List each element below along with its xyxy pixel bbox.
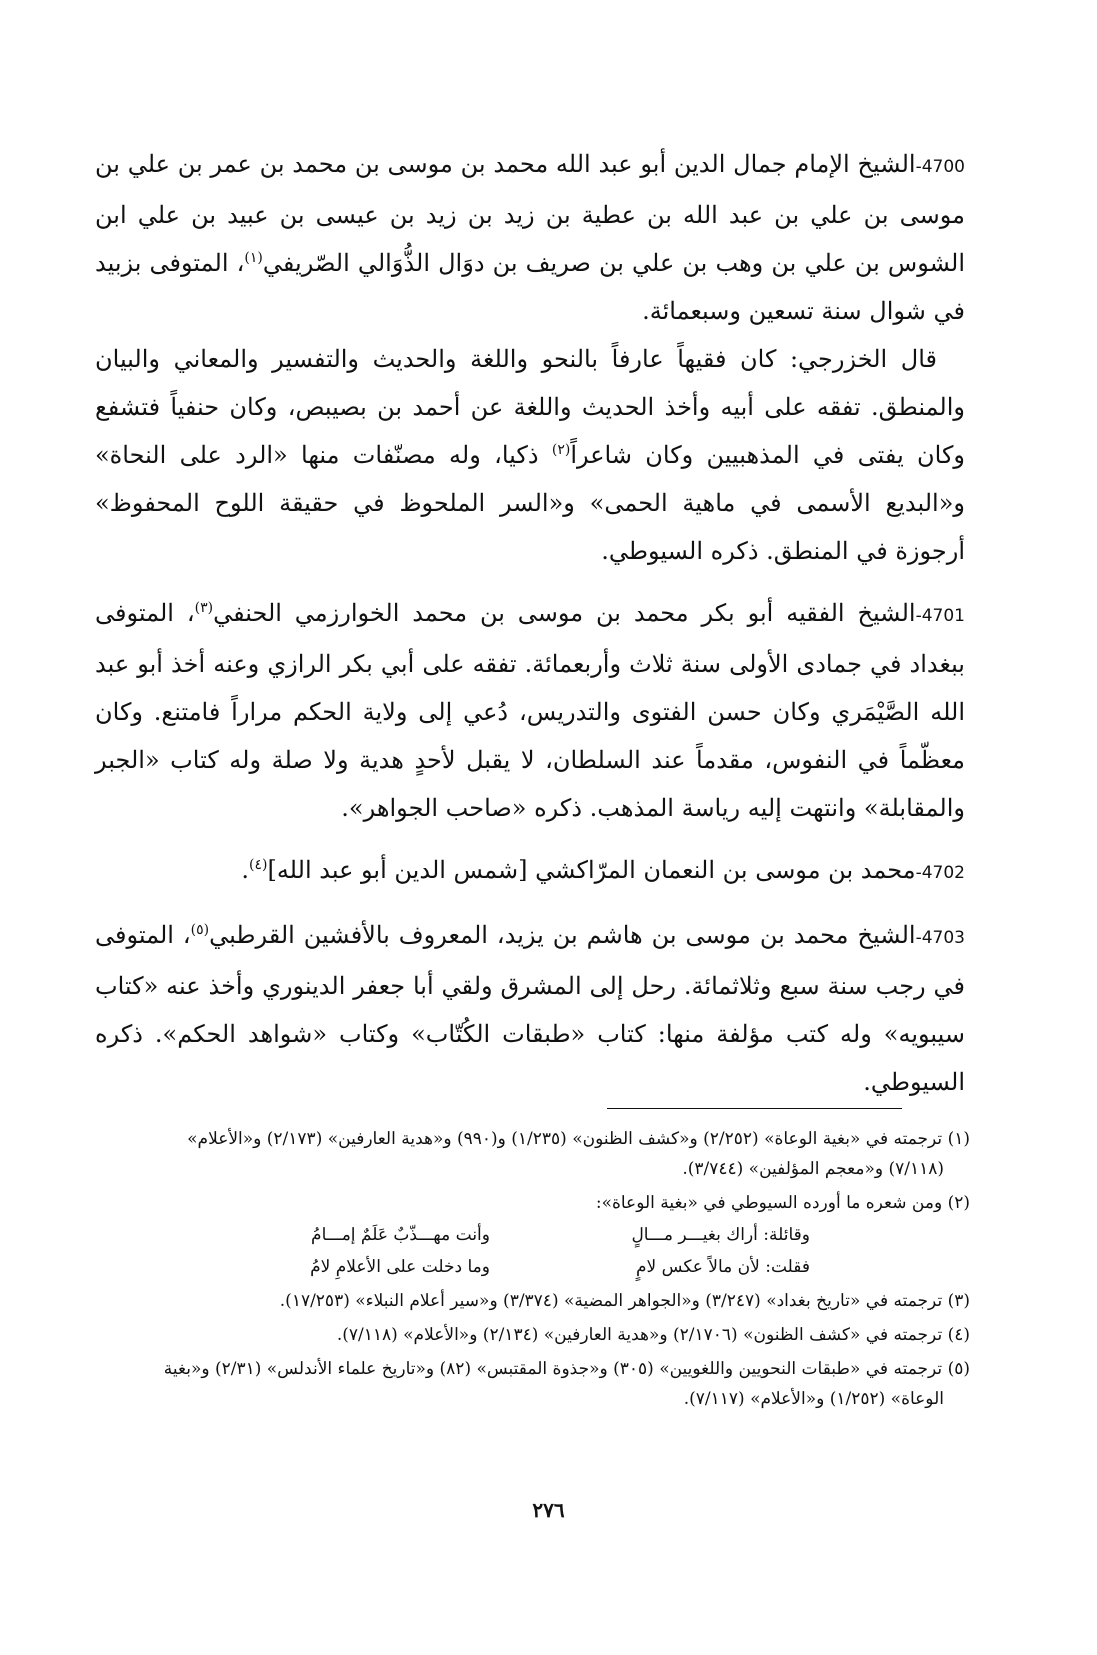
entry-text: الشيخ محمد بن موسى بن هاشم بن يزيد، المعروف بالأفشين القرطبي [209,921,916,949]
verse-first-hemistich: فقلت: لأن مالاً عكس لامٍ [636,1257,810,1277]
footnote-continuation: الوعاة» (١/٢٥٢) و«الأعلام» (٧/١١٧). [683,1389,944,1409]
footnote-text: ترجمته في «كشف الظنون» (٢/١٧٠٦) و«هدية العارفين» (٢/١٣٤) و«الأعلام» (٧/١١٨). [336,1325,943,1345]
footnote-text: ترجمته في «تاريخ بغداد» (٣/٢٤٧) و«الجواهر المضية» (٣/٣٧٤) و«سير أعلام النبلاء» (١٧/٢٥٣). [279,1291,943,1311]
verse-line [250,1220,810,1250]
footnote-label: (٢) [947,1193,970,1213]
entry-paragraph [95,335,965,575]
footnote-ref: (٣) [194,600,214,616]
footnote-text: ترجمته في «بغية الوعاة» (٢/٢٥٢) و«كشف الظنون» (١/٢٣٥) و(٩٩٠) و«هدية العارفين» (٢/١٧٣) و«الأعلام» [187,1129,943,1149]
entry-text-tail: ، المتوفى ببغداد في جمادى الأولى سنة ثلاث وأربعمائة. تفقه على أبي بكر الرازي وعنه أخذ أبو عبد الله الصَّيْمَري وكان حسن الفتوى والتدريس، دُعي إلى ولاية الحكم مراراً فامتنع. وكان معظّماً في النفوس، مقدماً عند السلطان، لا يقبل لأحدٍ هدية ولا صلة وله كتاب «الجبر والمقابلة» وانتهت إليه رياسة المذهب. ذكره «صاحب الجواهر». [95,599,965,822]
entry-text: قال الخزرجي: كان فقيهاً عارفاً بالنحو واللغة والحديث والتفسير والمعاني والبيان والمنطق. تفقه على أبيه وأخذ الحديث واللغة عن أحمد بن بصيبص، وكان حنفياً فتشفع وكان يفتى في المذهبيين وكان شاعراً [95,345,965,469]
entry-text: الشيخ الفقيه أبو بكر محمد بن موسى بن محمد الخوارزمي الحنفي [213,599,916,627]
page-number: ٢٧٦ [532,1498,565,1522]
footnote-label: (٣) [947,1291,970,1311]
entry-number: 4703- [915,928,965,948]
entry-4701 [95,589,965,832]
footnote-text: ومن شعره ما أورده السيوطي في «بغية الوعاة»: [595,1193,943,1213]
footnote-ref: (٢) [551,442,571,458]
entry-text-tail: ، المتوفى بزبيد في شوال سنة تسعين وسبعمائة. [95,249,965,325]
footnote-label: (٥) [947,1359,970,1379]
entry-4702 [95,846,965,897]
footnote-ref: (١) [244,250,263,266]
footnote-divider [607,1108,902,1109]
entry-number: 4700- [915,157,965,177]
entry-number: 4701- [915,606,965,626]
entry-text-tail: ، المتوفى في رجب سنة سبع وثلاثمائة. رحل إلى المشرق ولقي أبا جعفر الدينوري وأخذ عنه «كتاب سيبويه» وله كتب مؤلفة منها: كتاب «طبقات الكُتّاب» وكتاب «شواهد الحكم». ذكره السيوطي. [95,921,965,1096]
poem-verses [250,1220,810,1282]
entry-text-tail: ذكيا، وله مصنّفات منها «الرد على النحاة» و«البديع الأسمى في ماهية الحمى» و«السر الملحوظ في حقيقة اللوح المحفوظ» أرجوزة في المنطق. ذكره السيوطي. [95,441,966,565]
footnote-3 [90,1286,970,1316]
verse-second-hemistich: وما دخلت على الأعلامِ لامُ [310,1257,490,1277]
footnote-ref: (٤) [248,857,268,873]
footnote-4 [90,1320,970,1350]
verse-first-hemistich: وقائلة: أراك بغيـــر مـــالٍ [631,1225,810,1245]
footnote-5 [90,1354,970,1414]
footnote-label: (٤) [947,1325,970,1345]
footnote-1 [90,1124,970,1184]
entry-text: محمد بن موسى بن النعمان المرّاكشي [شمس الدين أبو عبد الله] [267,856,916,884]
footnotes [90,1124,970,1418]
footnote-continuation: (٧/١١٨) و«معجم المؤلفين» (٣/٧٤٤). [682,1159,944,1179]
entry-text-tail: . [241,856,249,884]
entry-4703 [95,911,965,1106]
entry-4700 [95,140,965,575]
entry-number: 4702- [915,863,965,883]
entry-text: الشيخ الإمام جمال الدين أبو عبد الله محمد بن موسى بن محمد بن عمر بن علي بن موسى بن علي بن عبد الله بن عطية بن زيد بن زيد بن عيسى بن عبيد بن علي ابن الشوس بن علي بن وهب بن علي بن صريف بن دوَال الذُّوَالي الصّريفي [95,150,965,277]
main-text [95,140,965,1120]
footnote-label: (١) [947,1129,970,1149]
footnote-2 [90,1188,970,1282]
footnote-ref: (٥) [190,922,210,938]
verse-second-hemistich: وأنت مهـــذّبٌ عَلَمٌ إمـــامُ [311,1225,490,1245]
verse-line [250,1252,810,1282]
footnote-text: ترجمته في «طبقات النحويين واللغويين» (٣٠٥) و«جذوة المقتبس» (٨٢) و«تاريخ علماء الأندلس» (٢/٣١) و«بغية [163,1359,943,1379]
